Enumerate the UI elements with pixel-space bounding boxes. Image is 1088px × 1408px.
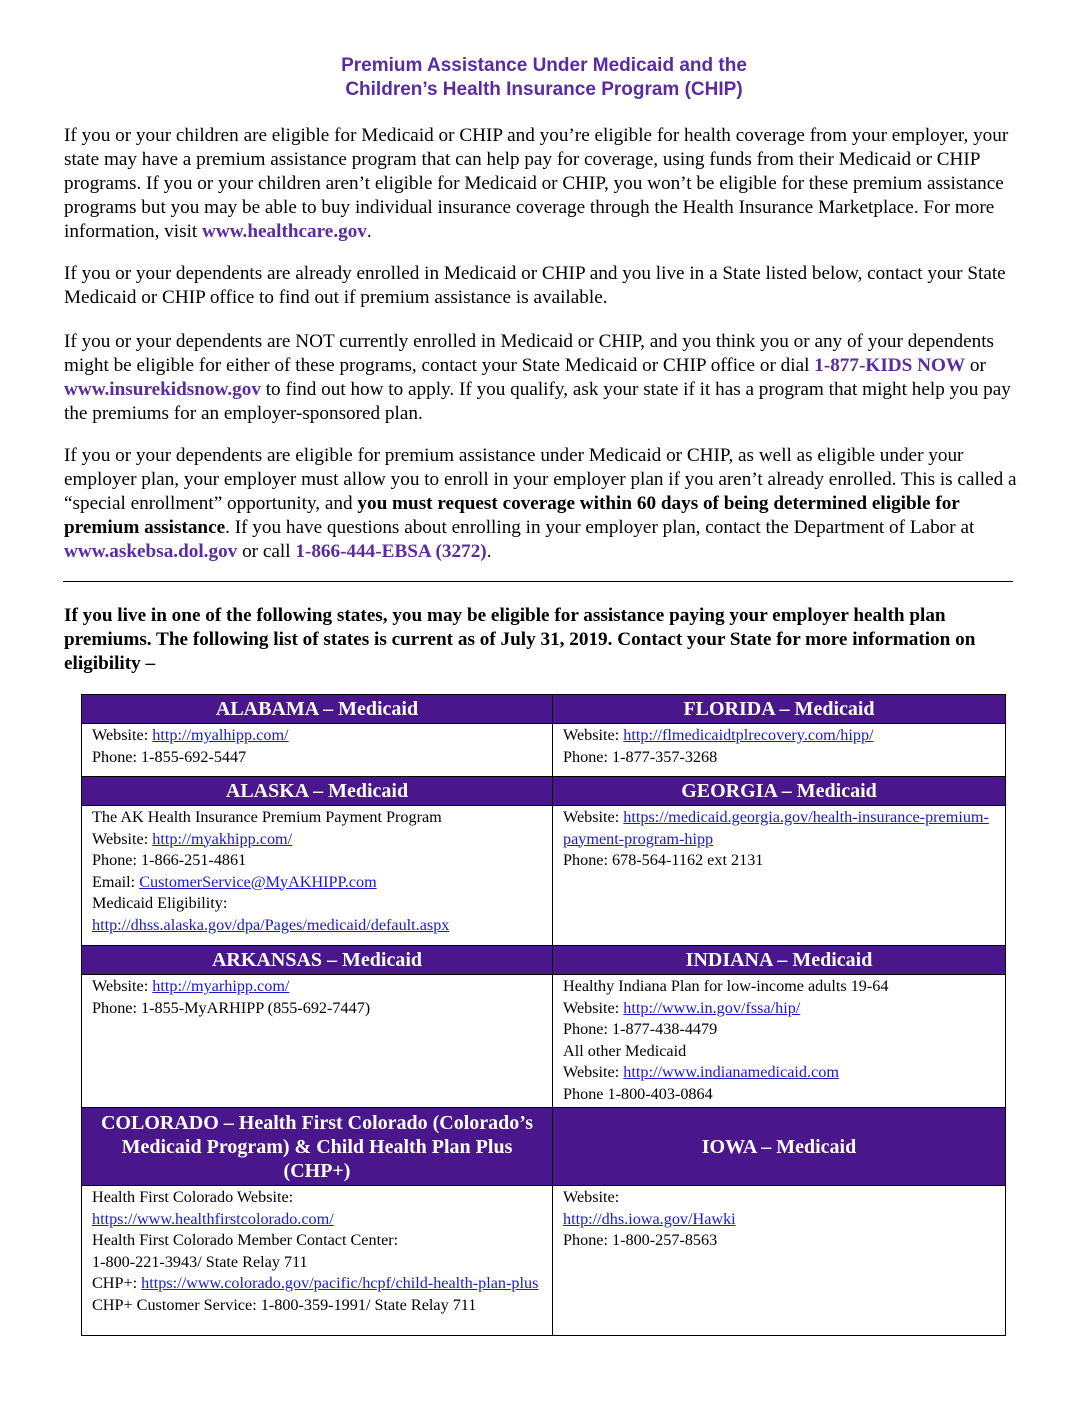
alabama-website-link[interactable]: http://myalhipp.com/	[152, 726, 289, 744]
georgia-phone: Phone: 678-564-1162 ext 2131	[563, 851, 764, 869]
alabama-cell	[82, 724, 553, 777]
p4-mid: . If you have questions about enrolling in your employer plan, contact the Department of Labor at	[225, 517, 975, 538]
florida-phone: Phone: 1-877-357-3268	[563, 747, 718, 766]
arkansas-website-line	[92, 976, 548, 998]
indiana-header: INDIANA – Medicaid	[553, 946, 1006, 975]
iowa-website-link[interactable]: http://dhs.iowa.gov/Hawki	[563, 1209, 736, 1228]
colorado-chp-link[interactable]: https://www.colorado.gov/pacific/hcpf/child-health-plan-plus	[141, 1274, 539, 1292]
colorado-website-label: Health First Colorado Website:	[92, 1188, 294, 1206]
indiana-medicaid-link[interactable]: http://www.indianamedicaid.com	[623, 1063, 839, 1081]
alaska-eligibility-link[interactable]: http://dhss.alaska.gov/dpa/Pages/medicaid/default.aspx	[92, 915, 450, 934]
georgia-cell	[553, 806, 1006, 946]
website-label: Website:	[92, 829, 153, 848]
alaska-phone: Phone: 1-866-251-4861	[92, 851, 247, 869]
alabama-header: ALABAMA – Medicaid	[82, 695, 553, 724]
iowa-cell	[553, 1186, 1006, 1336]
email-label: Email:	[92, 872, 140, 891]
indiana-website-line	[563, 998, 1001, 1020]
insurekidsnow-link[interactable]: www.insurekidsnow.gov	[64, 379, 261, 400]
colorado-website-link[interactable]: https://www.healthfirstcolorado.com/	[92, 1209, 334, 1228]
alaska-program: The AK Health Insurance Premium Payment Program	[92, 808, 442, 826]
colorado-chp-line	[92, 1273, 548, 1295]
website-label: Website:	[563, 998, 624, 1017]
florida-website-line	[563, 725, 1001, 747]
georgia-website-link[interactable]: https://medicaid.georgia.gov/health-insurance-premium-payment-program-hipp	[563, 808, 989, 848]
alaska-eligibility-label: Medicaid Eligibility:	[92, 894, 228, 912]
indiana-other: All other Medicaid	[563, 1041, 687, 1060]
healthcare-gov-link[interactable]: www.healthcare.gov	[202, 221, 367, 242]
florida-website-link[interactable]: http://flmedicaidtplrecovery.com/hipp/	[623, 726, 874, 744]
alaska-cell	[82, 806, 553, 946]
p4-end: .	[486, 541, 492, 562]
website-label: Website:	[563, 726, 624, 744]
iowa-website-label: Website:	[563, 1188, 620, 1206]
states-table	[81, 694, 1006, 1336]
georgia-header: GEORGIA – Medicaid	[553, 777, 1006, 806]
colorado-chp-service: CHP+ Customer Service: 1-800-359-1991/ State Relay 711	[92, 1295, 477, 1314]
kids-now-phone[interactable]: 1-877-KIDS NOW	[814, 355, 966, 376]
section-divider	[63, 581, 1013, 582]
p1-end: .	[366, 221, 372, 242]
indiana-website-link[interactable]: http://www.in.gov/fssa/hip/	[623, 998, 801, 1017]
arkansas-header: ARKANSAS – Medicaid	[82, 946, 553, 975]
alabama-website-line	[92, 725, 548, 747]
florida-cell	[553, 724, 1006, 777]
colorado-cell	[82, 1186, 553, 1336]
p4-or: or call	[237, 541, 296, 562]
p3-end: to find out how to apply. If you qualify, ask your state if it has a program that might help you pay the premiums for an employer-sponsored plan.	[64, 379, 1011, 424]
intro-paragraph-2: If you or your dependents are already enrolled in Medicaid or CHIP and you live in a State listed below, contact your State Medicaid or CHIP office to find out if premium assistance is available.	[64, 263, 1006, 308]
intro-paragraph-1	[64, 124, 1032, 244]
p3-or: or	[965, 355, 986, 376]
indiana-phone: Phone: 1-877-438-4479	[563, 1020, 718, 1038]
title-line-1: Premium Assistance Under Medicaid and the	[341, 55, 747, 76]
colorado-contact-label: Health First Colorado Member Contact Center:	[92, 1231, 399, 1249]
arkansas-website-link[interactable]: http://myarhipp.com/	[152, 977, 290, 995]
ebsa-phone[interactable]: 1-866-444-EBSA (3272)	[295, 541, 487, 562]
askebsa-link[interactable]: www.askebsa.dol.gov	[64, 541, 238, 562]
p4-text: If you or your dependents are eligible for premium assistance under Medicaid or CHIP, as well as eligible under your employer plan, your employer must allow you to enroll in your employer plan if you aren’t already enrolled. This is called a “special enrollment” opportunity, and	[64, 445, 1017, 514]
website-label: Website:	[563, 1063, 624, 1081]
title-line-2: Children’s Health Insurance Program (CHIP)	[345, 79, 743, 100]
arkansas-phone: Phone: 1-855-MyARHIPP (855-692-7447)	[92, 998, 371, 1017]
indiana-cell	[553, 975, 1006, 1108]
intro-paragraph-3	[64, 330, 1032, 426]
alabama-phone: Phone: 1-855-692-5447	[92, 747, 247, 766]
website-label: Website:	[92, 726, 153, 744]
alaska-header: ALASKA – Medicaid	[82, 777, 553, 806]
states-intro: If you live in one of the following states, you may be eligible for assistance paying your employer health plan premiums. The following list of states is current as of July 31, 2019. Contact your State for more information on eligibility –	[64, 605, 976, 674]
indiana-phone-2: Phone 1-800-403-0864	[563, 1084, 713, 1103]
alaska-email-line	[92, 872, 548, 894]
colorado-header: COLORADO – Health First Colorado (Colorado’s Medicaid Program) & Child Health Plan Plus (CHP+)	[82, 1108, 553, 1186]
alaska-website-link[interactable]: http://myakhipp.com/	[152, 829, 293, 848]
intro-paragraph-4	[64, 444, 1032, 564]
iowa-phone: Phone: 1-800-257-8563	[563, 1231, 718, 1249]
iowa-header: IOWA – Medicaid	[553, 1108, 1006, 1186]
arkansas-cell	[82, 975, 553, 1108]
indiana-plan: Healthy Indiana Plan for low-income adults 19-64	[563, 977, 889, 995]
p1-text: If you or your children are eligible for Medicaid or CHIP and you’re eligible for health coverage from your employer, your state may have a premium assistance program that can help pay for coverage, using funds from their Medicaid or CHIP programs. If you or your children aren’t eligible for Medicaid or CHIP, you won’t be eligible for these premium assistance programs but you may be able to buy individual insurance coverage through the Health Insurance Marketplace. For more information, visit	[64, 125, 1009, 242]
website-label: Website:	[92, 977, 153, 995]
alaska-website-line	[92, 829, 548, 851]
document-title	[0, 54, 1088, 102]
alaska-email-link[interactable]: CustomerService@MyAKHIPP.com	[139, 872, 377, 891]
p4-bold-deadline: you must request coverage within 60 days of being determined eligible for premium assistance	[64, 493, 960, 538]
indiana-website2-line	[563, 1062, 1001, 1084]
chp-label: CHP+:	[92, 1274, 142, 1292]
florida-header: FLORIDA – Medicaid	[553, 695, 1006, 724]
p3-text: If you or your dependents are NOT currently enrolled in Medicaid or CHIP, and you think you or any of your dependents might be eligible for either of these programs, contact your State Medicaid or CHIP office or dial	[64, 331, 995, 376]
georgia-website-line	[563, 807, 1001, 850]
website-label: Website:	[563, 808, 624, 826]
colorado-contact-phone: 1-800-221-3943/ State Relay 711	[92, 1252, 308, 1271]
